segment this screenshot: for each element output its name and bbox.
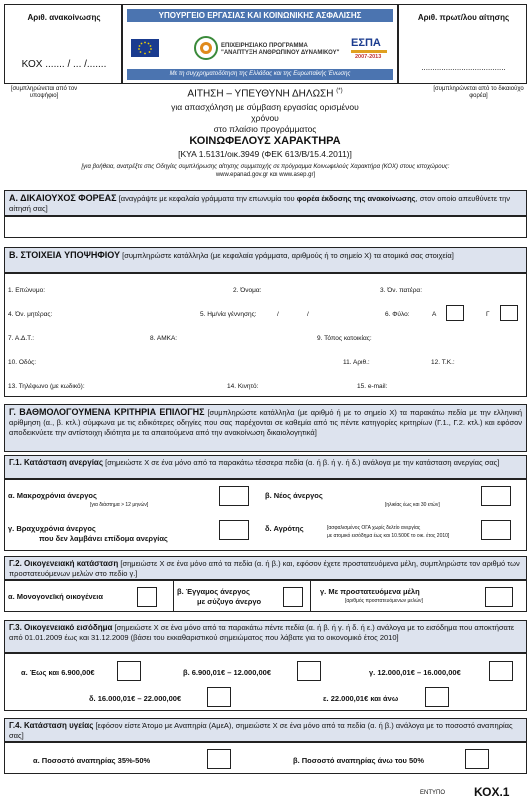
subtitle-1: για απασχόληση με σύμβαση εργασίας ορισμένου: [171, 102, 359, 112]
g4-title: Γ.4. Κατάσταση υγείας: [9, 721, 94, 730]
announcement-number-title: Αριθ. ανακοίνωσης: [27, 13, 101, 22]
g3-a-checkbox[interactable]: [117, 661, 141, 681]
g4-header: [4, 718, 527, 742]
g2-text: [σημειώστε Χ σε ένα μόνο από τα πεδία (α. ή β.) και, εφόσον έχετε προστατευόμενα μέλη, συμπληρώστε τον αριθμό των προστατευόμενων μελών στο πεδίο γ.]: [9, 559, 520, 578]
footer-form-code: ΚΟΧ.1: [474, 785, 510, 799]
g2-a-checkbox[interactable]: [137, 587, 157, 607]
email-label: 15. e-mail:: [357, 383, 388, 390]
mother-name-label: 4. Όν. μητέρας:: [8, 311, 53, 318]
g3-c-checkbox[interactable]: [489, 661, 513, 681]
amka-label: 8. ΑΜΚΑ:: [150, 335, 178, 342]
g1-b-checkbox[interactable]: [481, 486, 511, 506]
g3-e-label: ε. 22.000,01€ και άνω: [323, 694, 399, 703]
eu-flag-icon: [131, 39, 159, 57]
g2-c-number-box[interactable]: [485, 587, 513, 607]
g1-title: Γ.1. Κατάσταση ανεργίας: [9, 458, 104, 467]
protocol-number-box: [398, 4, 527, 84]
g1-options: [4, 479, 527, 551]
ministry-banner: [122, 4, 398, 84]
g1-a-note: [για διάστημα > 12 μηνών]: [90, 502, 149, 508]
g4-options: [4, 742, 527, 774]
program-name-line2: "ΑΝΑΠΤΥΞΗ ΑΝΘΡΩΠΙΝΟΥ ΔΥΝΑΜΙΚΟΥ": [221, 50, 340, 56]
g3-b-label: β. 6.900,01€ – 12.000,00€: [183, 668, 271, 677]
gender-female-label: Α: [432, 311, 437, 318]
section-a-title: Α. ΔΙΚΑΙΟΥΧΟΣ ΦΟΡΕΑΣ: [9, 193, 117, 203]
g1-c-checkbox[interactable]: [219, 520, 249, 540]
g1-b-label: β. Νέος άνεργος: [265, 491, 323, 500]
g4-a-checkbox[interactable]: [207, 749, 231, 769]
help-line-2: www.epanad.gov.gr και www.asep.gr]: [215, 172, 316, 178]
g2-c-label-2: [αριθμός προστατευόμενων μελών]: [345, 598, 423, 604]
g4-b-label: β. Ποσοστό αναπηρίας άνω του 50%: [293, 756, 425, 765]
g2-divider-2: [310, 581, 311, 611]
section-a-text-2: , στον οποίο απευθύνετε την αίτησή σας]: [9, 194, 511, 213]
g2-options: [4, 580, 527, 612]
protocol-number-title: Αριθ. πρωτ/λου αίτησης: [417, 13, 510, 22]
g3-text: [σημειώστε Χ σε ένα μόνο από τα παρακάτω πέντε πεδία (α. ή β. ή γ. ή δ. ή ε.) ανάλογα με το εισόδημα που αποκτήσατε από 01.01.2009 έως και 31.12.2009 (βάσει του εκκαθαριστικού σημειώματος που λάβατε για το οικονομικό έτος 2010]: [9, 623, 515, 642]
g1-d-note-1: [ασφαλισμένος ΟΓΑ χωρίς δελτίο ανεργίας: [327, 525, 421, 531]
street-number-label: 11. Αριθ.:: [343, 359, 370, 366]
subtitle-2: χρόνου: [251, 113, 279, 123]
g1-d-checkbox[interactable]: [481, 520, 511, 540]
section-g-text: [συμπληρώστε κατάλληλα (με αριθμό ή με το σημείο Χ) τα παρακάτω πεδία με την ελληνική αρίθμηση (α., β. κτλ.) σύμφωνα με τις ειδικότερες οδηγίες που σας παρέχονται σε καθεμία από τις πέντε κατηγορίες κριτηρίων (Γ.1., Γ.2. κτλ.) και εφόσον αποδεικνύετε την αντίστοιχη ιδιότητα με τα απαιτούμενα από την ανακοίνωση δικαιολογητικά]: [9, 408, 523, 437]
section-a-input[interactable]: [4, 216, 527, 238]
postal-code-label: 12. Τ.Κ.:: [431, 359, 455, 366]
protocol-number-value[interactable]: ......................................: [421, 63, 506, 72]
section-g-title: Γ. ΒΑΘΜΟΛΟΓΟΥΜΕΝΑ ΚΡΙΤΗΡΙΑ ΕΠΙΛΟΓΗΣ: [9, 407, 205, 417]
left-note: [συμπληρώνεται από τον υποψήφιο]: [10, 86, 78, 99]
announcement-number-value[interactable]: ΚΟΧ ....... / ... /.......: [21, 59, 107, 70]
section-a-text-bold: φορέα έκδοσης της ανακοίνωσης: [296, 194, 416, 203]
section-g-header: [4, 404, 527, 452]
birthdate-label: 5. Ημ/νία γέννησης:: [200, 311, 257, 318]
help-line-1: [για βοήθεια, ανατρέξτε στις Οδηγίες συμπλήρωσης αίτησης συμμετοχής σε πρόγραμμα Κοινωφελούς Χαρακτήρα (ΚΟΧ) στους ιστοχώρους:: [81, 164, 450, 170]
gender-male-checkbox[interactable]: [500, 305, 518, 321]
g2-header: [4, 556, 527, 580]
g1-c-label-2: που δεν λαμβάνει επίδομα ανεργίας: [39, 534, 168, 543]
surname-label: 1. Επώνυμο:: [8, 287, 46, 294]
program-title: ΚΟΙΝΩΦΕΛΟΥΣ ΧΑΡΑΚΤΗΡΑ: [189, 135, 341, 147]
gender-female-checkbox[interactable]: [446, 305, 464, 321]
g2-divider-1: [173, 581, 174, 611]
gender-male-label: Γ: [486, 311, 490, 318]
espa-years: 2007-2013: [355, 54, 382, 60]
espa-logo: [349, 35, 389, 63]
g2-b-label-1: β. Έγγαμος άνεργος: [177, 587, 250, 596]
subtitle-3: στο πλαίσιο προγράμματος: [213, 124, 317, 134]
g3-options: [4, 653, 527, 711]
g2-a-label: α. Μονογονεϊκή οικογένεια: [8, 592, 103, 601]
g1-text: [σημειώστε Χ σε ένα μόνο από τα παρακάτω τέσσερα πεδία (α. ή β. ή γ. ή δ.) ανάλογα με την κατάσταση ανεργίας σας]: [105, 458, 500, 467]
g1-a-label: α. Μακροχρόνια άνεργος: [8, 491, 97, 500]
id-card-label: 7. Α.Δ.Τ.:: [8, 335, 35, 342]
g3-a-label: α. Έως και 6.900,00€: [21, 668, 95, 677]
g1-b-note: [ηλικίας έως και 30 ετών]: [385, 502, 440, 508]
g2-c-label-1: γ. Με προστατευόμενα μέλη: [320, 587, 420, 596]
section-b-fields: [4, 273, 527, 397]
g3-c-label: γ. 12.000,01€ – 16.000,00€: [369, 668, 461, 677]
announcement-number-box: [4, 4, 122, 84]
ministry-title: ΥΠΟΥΡΓΕΙΟ ΕΡΓΑΣΙΑΣ ΚΑΙ ΚΟΙΝΩΝΙΚΗΣ ΑΣΦΑΛΙΣΗΣ: [127, 9, 393, 22]
mobile-label: 14. Κινητό:: [227, 383, 259, 390]
program-name-line1: ΕΠΙΧΕΙΡΗΣΙΑΚΟ ΠΡΟΓΡΑΜΜΑ: [221, 43, 308, 49]
g2-b-label-2: με σύζυγο άνεργο: [197, 597, 262, 606]
right-note: [συμπληρώνεται από το δικαιούχο φορέα]: [433, 86, 524, 99]
g2-b-checkbox[interactable]: [283, 587, 303, 607]
section-b-title: Β. ΣΤΟΙΧΕΙΑ ΥΠΟΨΗΦΙΟΥ: [9, 250, 121, 260]
main-title-sup: (*): [336, 88, 343, 94]
section-b-text: [συμπληρώστε κατάλληλα (με κεφαλαία γράμματα, αριθμούς ή το σημείο Χ) τα ατομικά σας στοιχεία]: [122, 251, 454, 260]
street-label: 10. Οδός:: [8, 359, 37, 366]
father-name-label: 3. Όν. πατέρα:: [380, 287, 422, 294]
g1-a-checkbox[interactable]: [219, 486, 249, 506]
phone-label: 13. Τηλέφωνο (με κωδικό):: [8, 383, 85, 390]
espa-stripe: [351, 50, 387, 53]
g1-header: [4, 455, 527, 479]
g3-e-checkbox[interactable]: [425, 687, 449, 707]
g3-d-label: δ. 16.000,01€ – 22.000,00€: [89, 694, 182, 703]
gender-label: 6. Φύλο:: [385, 311, 410, 318]
g4-text: [εφόσον είστε Άτομο με Αναπηρία (ΑμεΑ), σημειώστε Χ σε ένα μόνο από τα πεδία (α. ή β.) ανάλογα με το ποσοστό αναπηρίας σας]: [9, 721, 513, 740]
g3-b-checkbox[interactable]: [297, 661, 321, 681]
g3-header: [4, 620, 527, 653]
name-label: 2. Όνομα:: [233, 287, 262, 294]
section-b-header: [4, 247, 527, 273]
footer-entypo: ΕΝΤΥΠΟ: [420, 790, 446, 796]
section-a-header: [4, 190, 527, 216]
g3-title: Γ.3. Οικογενειακό εισόδημα: [9, 623, 113, 632]
g2-title: Γ.2. Οικογενειακή κατάσταση: [9, 559, 119, 568]
g4-b-checkbox[interactable]: [465, 749, 489, 769]
birthdate-slash-1: /: [277, 311, 279, 318]
cofunding-text: Με τη συγχρηματοδότηση της Ελλάδας και της Ευρωπαϊκής Ένωσης: [127, 69, 393, 80]
g1-c-label-1: γ. Βραχυχρόνια άνεργος: [8, 524, 96, 533]
g3-d-checkbox[interactable]: [207, 687, 231, 707]
main-title-text: ΑΙΤΗΣΗ – ΥΠΕΥΘΥΝΗ ΔΗΛΩΣΗ: [187, 88, 334, 100]
espa-logo-text: ΕΣΠΑ: [351, 37, 381, 49]
birthdate-slash-2: /: [307, 311, 309, 318]
kya-reference: [ΚΥΑ 1.5131/οικ.3949 (ΦΕΚ 613/Β/15.4.2011)]: [178, 149, 352, 159]
program-logo-icon: [193, 35, 219, 61]
g1-d-label: δ. Αγρότης: [265, 524, 304, 533]
residence-label: 9. Τόπος κατοικίας:: [317, 335, 372, 342]
g4-a-label: α. Ποσοστό αναπηρίας 35%-50%: [33, 756, 151, 765]
g1-d-note-2: με ατομικό εισόδημα έως και 10.500€ το οικ. έτος 2010]: [327, 533, 450, 539]
section-a-text: [αναγράψτε με κεφαλαία γράμματα την επωνυμία του: [118, 194, 295, 203]
main-title: [120, 88, 410, 99]
